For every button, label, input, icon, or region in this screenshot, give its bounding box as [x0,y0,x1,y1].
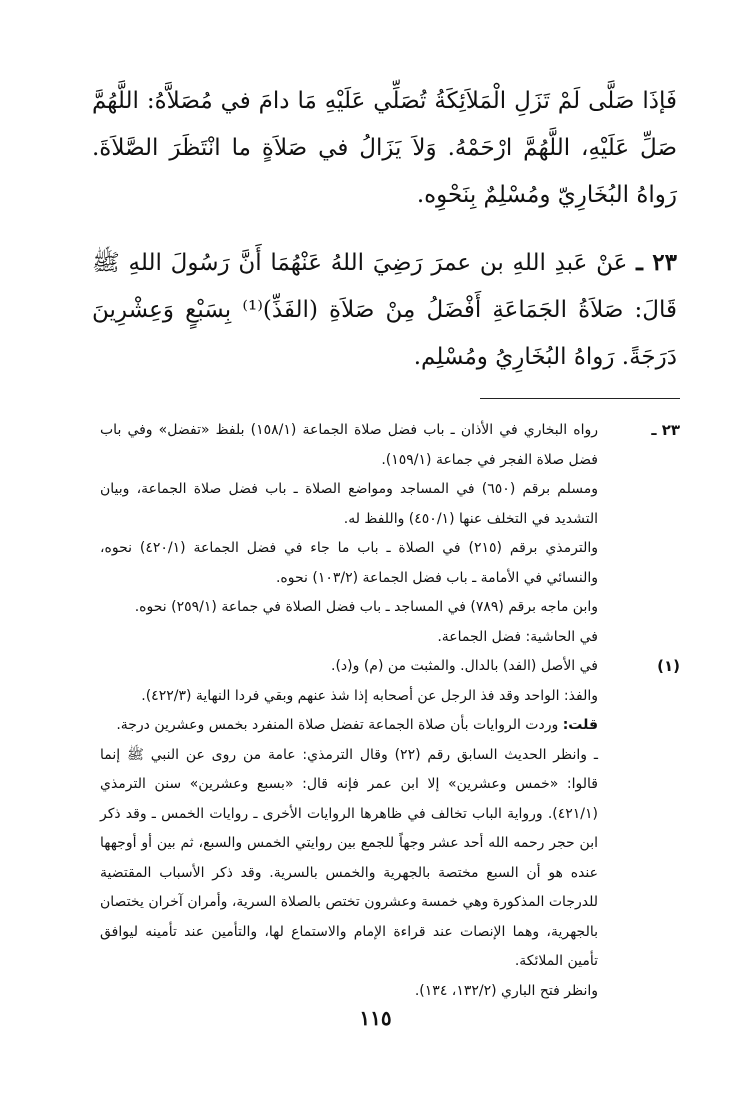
footnote-line: ومسلم برقم (٦٥٠) في المساجد ومواضع الصلاة ـ باب فضل صلاة الجماعة، وبيان التشديد في التخلف عنها (٤٥٠/١) واللفظ له. [100,481,598,527]
footnotes [100,416,680,1006]
hadith-number: ٢٣ ـ [636,249,678,276]
footnote-line: وانظر فتح الباري (١٣٢/٢، ١٣٤). [414,982,598,999]
main-text [92,78,677,381]
footnote-line [100,711,598,741]
footnote-line: رواه البخاري في الأذان ـ باب فضل صلاة الجماعة (١٥٨/١) بلفظ «تفضل» وفي باب فضل صلاة الفجر في جماعة (١٥٩/١). [100,422,599,468]
footnote-line: في الحاشية: فضل الجماعة. [437,628,598,645]
hadith-23 [92,239,677,381]
page-number: ١١٥ [359,1006,392,1030]
footnote-line: وابن ماجه برقم (٧٨٩) في المساجد ـ باب فضل الصلاة في جماعة (٢٥٩/١) نحوه. [134,599,598,615]
hadith-23-text: عَنْ عَبدِ اللهِ بن عمرَ رَضِيَ اللهُ عَنْهُمَا أَنَّ رَسُولَ اللهِ ﷺ قَالَ: صَلاَةُ الجَمَاعَةِ أَفْضَلُ مِنْ صَلاَةِ (الفَذِّ)⁽¹⁾ بِسَبْعٍ وَعِشْرِينَ دَرَجَةً. رَواهُ البُخَارِيُ ومُسْلِم. [92,250,677,370]
hadith-22-continuation: فَإذَا صَلَّى لَمْ تَزَلِ الْمَلاَئِكَةُ تُصَلِّي عَلَيْهِ مَا دامَ في مُصَلاَّهُ: اللَّهُمَّ صَلِّ عَلَيْهِ، اللَّهُمَّ ارْحَمْهُ. وَلاَ يَزَالُ في صَلاَةٍ ما انْتَظَرَ الصَّلاَةَ. رَواهُ البُخَارِيّ ومُسْلِمٌ بِنَحْوِه. [92,88,677,208]
footnote-line: ـ وانظر الحديث السابق رقم (٢٢) وقال الترمذي: عامة من روى عن النبي ﷺ إنما قالوا: «خمس وعشرين» إلا ابن عمر فإنه قال: «بسبع وعشرين» سنن الترمذي (٤٢١/١). ورواية الباب تخالف في ظاهرها الروايات الأخرى ـ روايات الخمس ـ وقد ذكر ابن حجر رحمه الله أحد عشر وجهاً للجمع بين روايتي الخمس والسبع، ثم بين أو أوجهها عنده هو أن السبع مختصة بالجهرية والخمس بالسرية. وقد ذكر الأسباب المقتضية للدرجات المذكورة وهي خمسة وعشرون تختص بالصلاة السرية، وأمران آخران يختصان بالجهرية، وهما الإنصات عند قراءة الإمام والاستماع لها، والتأمين عند تأمينه ليوافق تأمين الملائكة. [100,746,598,969]
footnote-23 [100,416,680,652]
footnote-line: في الأصل (الفد) بالدال. والمثبت من (م) و(د). [331,658,598,674]
footnote-marker: ٢٣ ـ [651,421,680,439]
footnote-1 [100,652,680,1006]
footnote-line: والفذ: الواحد وقد فذ الرجل عن أصحابه إذا شذ عنهم وبقي فردا النهاية (٤٢٢/٣). [141,687,598,704]
qult-label: قلت: [562,717,598,733]
footnote-marker: (١) [657,657,680,675]
qult-text: وردت الروايات بأن صلاة الجماعة تفضل صلاة المنفرد بخمس وعشرين درجة. [116,717,559,733]
footnote-divider [480,398,680,399]
footnote-line: والترمذي برقم (٢١٥) في الصلاة ـ باب ما جاء في فضل الجماعة (٤٢٠/١) نحوه، والنسائي في الأمامة ـ باب فضل الجماعة (١٠٣/٢) نحوه. [100,540,598,586]
